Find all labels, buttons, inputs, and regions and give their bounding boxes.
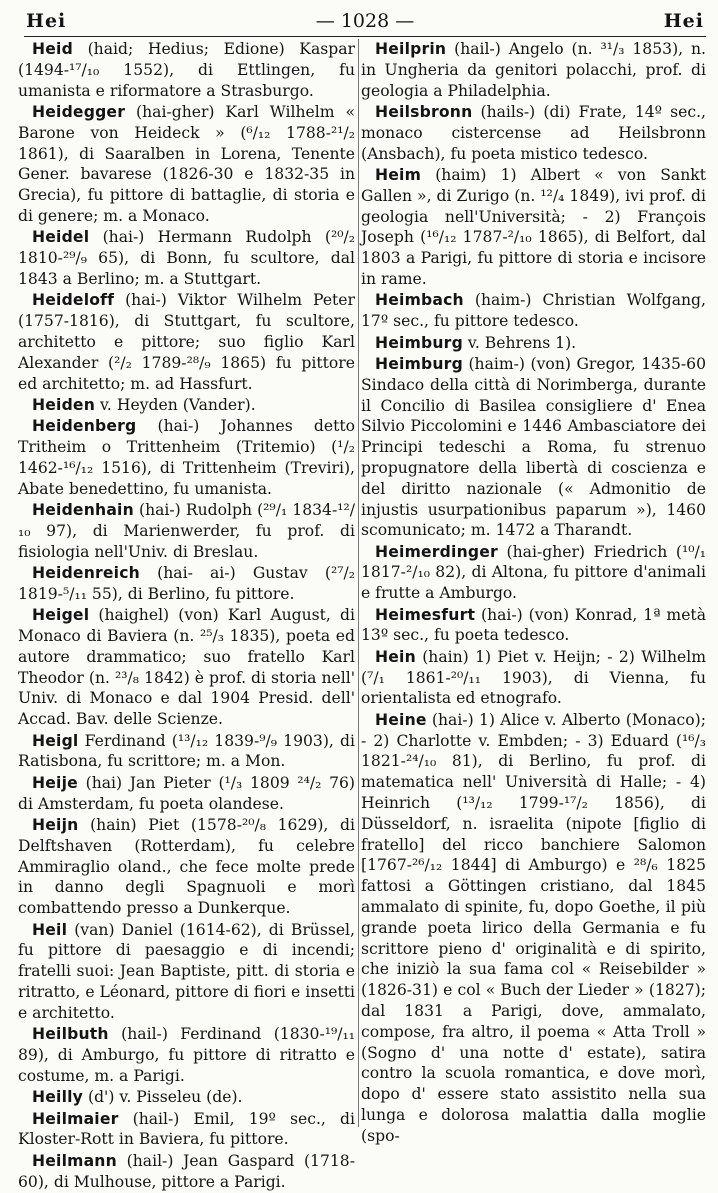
entry-headword: Heil (32, 920, 68, 939)
dictionary-entry (361, 102, 706, 164)
entry-text: (hai) Jan Pieter (¹/₃ 1809 ²⁴/₂ 76) di Amsterdam, fu poeta olandese. (18, 773, 355, 813)
page-number: — 1028 — (315, 10, 415, 32)
dictionary-entry (361, 710, 706, 1147)
dictionary-entry (361, 354, 706, 541)
entry-text: (hail-) Emil, 19º sec., di Kloster-Rott in Baviera, fu pittore. (18, 1109, 355, 1149)
entry-text: Ferdinand (¹³/₁₂ 1839-⁹/₉ 1903), di Ratisbona, fu scrittore; m. a Mon. (18, 731, 355, 771)
entry-headword: Heilbuth (32, 1025, 109, 1044)
dictionary-entry (18, 563, 355, 605)
dictionary-entry (361, 333, 706, 354)
entry-headword: Heidegger (32, 102, 126, 121)
entry-text: (d') v. Pisseleu (de). (83, 1088, 243, 1107)
entry-text: (hai-) (von) Konrad, 1ª metà 13º sec., fu poeta tedesco. (361, 605, 706, 645)
dictionary-entry (361, 290, 706, 332)
dictionary-entry (18, 605, 355, 730)
dictionary-entry (361, 39, 706, 101)
dictionary-entry (18, 500, 355, 562)
entry-text: (hail-) Ferdinand (1830-¹⁹/₁₁ 89), di Amburgo, fu pittore di ritratto e costume, m. a Parigi. (18, 1025, 355, 1085)
header-rule (24, 36, 706, 37)
entry-headword: Heilprin (375, 40, 447, 58)
header-right-word: Hei (663, 10, 704, 32)
entry-headword: Heidel (32, 228, 90, 247)
dictionary-entry (18, 39, 355, 101)
dictionary-entry (18, 102, 355, 227)
entry-text: (hai-gher) Karl Wilhelm « Barone von Heideck » (⁶/₁₂ 1788-²¹/₂ 1861), di Saaralben in Lorena, Tenente Gener. bavarese (1826-30 e 1832-35 in Grecia), fu pittore di battaglie, di storia e di genere; m. a Monaco. (18, 102, 355, 225)
entry-headword: Heideloff (32, 291, 115, 310)
dictionary-entry (18, 1024, 355, 1086)
entry-headword: Heije (32, 773, 78, 792)
dictionary-entry (18, 773, 355, 815)
header-left-word: Hei (26, 10, 67, 32)
entry-text: (hai-) Viktor Wilhelm Peter (1757-1816), di Stuttgart, fu scultore, architetto e pittore; suo figlio Karl Alexander (²/₂ 1789-²⁸/₉ 1865) fu pittore ed architetto; m. ad Hassfurt. (18, 291, 355, 393)
left-column (18, 39, 355, 1193)
column-divider (358, 39, 359, 1127)
entry-text: (hain) Piet (1578-²⁰/₈ 1629), di Delftshaven (Rotterdam), fu celebre Ammiraglio oland., che fece molte prede in danno degli Spagnuoli e morì combattendo presso a Dunkerque. (18, 816, 355, 918)
page-header (26, 6, 704, 36)
entry-headword: Heilmann (32, 1151, 117, 1170)
entry-text: (hai-) 1) Alice v. Alberto (Monaco); - 2) Charlotte v. Embden; - 3) Eduard (¹⁶/₃ 1821-²⁴/₁₀ 81), di Berlino, fu prof. di matematica nell' Università di Halle; - 4) Heinrich (¹³/₁₂ 1799-¹⁷/₂ 1856), di Düsseldorf, n. israelita (nipote [figlio di fratello] del ricco banchiere Salomon [1767-²⁶/₁₂ 1844] di Amburgo) e ²⁸/₆ 1825 fattosi a Göttingen cristiano, dal 1845 ammalato di spinite, fu, dopo Goethe, il più grande poeta lirico della Germania e fu scrittore pieno d' originalità e di spirito, che iniziò la sua fama col « Reisebilder » (1826-31) e col « Buch der Lieder » (1827); dal 1831 a Parigi, dove, ammalato, compose, fra altro, il poema « Atta Troll » (Sogno d' una notte d' estate), satira contro la scuola romantica, e dove morì, dopo d' essere stato assistito nella sua lunga e dolorosa malattia dalla moglie (spo- (361, 710, 706, 1145)
entry-text: (hai-gher) Friedrich (¹⁰/₁ 1817-²/₁₀ 82), di Altona, fu pittore d'animali e frutte a Amburgo. (361, 542, 706, 603)
entry-headword: Heimbach (375, 291, 464, 310)
entry-headword: Heilsbronn (375, 102, 473, 121)
entry-headword: Heigl (32, 731, 79, 750)
dictionary-entry (361, 542, 706, 604)
dictionary-entry (18, 731, 355, 773)
entry-text: (haim-) (von) Gregor, 1435-60 Sindaco della città di Norimberga, durante il Concilio di Basilea consigliere d' Enea Silvio Piccolomini e 1446 Ambasciatore dei Principi tedeschi a Roma, fu strenuo propugnatore della libertà di coscienza e del diritto nazionale (« Admonitio de injustis usurpationibus paparum »), 1460 scomunicato; m. 1472 a Tharandt. (361, 354, 706, 540)
entry-headword: Heimburg (375, 333, 463, 352)
dictionary-entry (361, 647, 706, 709)
dictionary-entry (18, 395, 355, 416)
dictionary-entry (18, 920, 355, 1024)
entry-text: (haighel) (von) Karl August, di Monaco di Baviera (n. ²⁵/₃ 1835), poeta ed autore drammatico; suo fratello Karl Theodor (n. ²³/₈ 1842) è prof. di storia nell' Univ. di Monaco e dal 1904 Presid. dell' Accad. Bav. delle Scienze. (18, 606, 355, 729)
dictionary-entry (18, 1151, 355, 1193)
entry-headword: Heiden (32, 395, 96, 414)
dictionary-entry (361, 605, 706, 647)
entry-text: (haim) 1) Albert « von Sankt Gallen », di Zurigo (n. ¹²/₄ 1849), ivi prof. di geologia nell'Università; - 2) François Joseph (¹⁶/₁₂ 1787-²/₁₀ 1865), di Belfort, dal 1803 a Parigi, fu pittore di storia e incisore in rame. (361, 165, 706, 288)
entry-headword: Heine (375, 710, 427, 729)
dictionary-entry (18, 1087, 355, 1108)
entry-headword: Hein (375, 647, 416, 666)
dictionary-entry (361, 165, 706, 290)
entry-text: (hail-) Jean Gaspard (1718-60), di Mulhouse, pittore a Parigi. (18, 1151, 355, 1191)
entry-headword: Heilly (32, 1088, 84, 1107)
entry-text: v. Heyden (Vander). (95, 395, 256, 414)
entry-headword: Heidenberg (32, 417, 137, 436)
entry-headword: Heijn (32, 816, 79, 835)
entry-headword: Heigel (32, 606, 90, 625)
entry-text: (hai-) Rudolph (²⁹/₁ 1834-¹²/₁₀ 97), di Marienwerder, fu prof. di fisiologia nell'Univ. di Breslau. (18, 501, 355, 561)
entry-headword: Heimburg (375, 354, 463, 373)
dictionary-entry (18, 416, 355, 499)
entry-headword: Heid (32, 40, 73, 58)
dictionary-entry (18, 290, 355, 394)
entry-headword: Heidenreich (32, 564, 140, 583)
entry-text: v. Behrens 1). (462, 333, 577, 352)
entry-headword: Heidenhain (32, 501, 134, 520)
entry-text: (hai-) Johannes detto Tritheim o Trittenheim (Tritemio) (¹/₂ 1462-¹⁶/₁₂ 1516), di Trittenheim (Treviri), Abate benedettino, fu umanista. (18, 417, 355, 498)
entry-text: (hai-) Hermann Rudolph (²⁰/₂ 1810-²⁹/₉ 65), di Bonn, fu scultore, dal 1843 a Berlino; m. a Stuttgart. (18, 228, 355, 288)
entry-headword: Heimerdinger (375, 542, 498, 561)
entry-text: (hails-) (di) Frate, 14º sec., monaco cistercense ad Heilsbronn (Ansbach), fu poeta mistico tedesco. (361, 102, 706, 163)
entry-headword: Heilmaier (32, 1109, 119, 1128)
entry-headword: Heim (375, 165, 422, 184)
entry-text: (hain) 1) Piet v. Heijn; - 2) Wilhelm (⁷/₁ 1861-²⁰/₁₁ 1903), di Vienna, fu orientalista ed etnografo. (361, 647, 706, 708)
entry-text: (haim-) Christian Wolfgang, 17º sec., fu pittore tedesco. (361, 291, 706, 331)
dictionary-entry (18, 227, 355, 289)
entry-text: (hai- ai-) Gustav (²⁷/₂ 1819-⁵/₁₁ 55), di Berlino, fu pittore. (18, 564, 355, 603)
right-column (361, 39, 706, 1147)
entry-text: (haid; Hedius; Edione) Kaspar (1494-¹⁷/₁₀ 1552), di Ettlingen, fu umanista e riformatore a Strasburgo. (18, 40, 355, 100)
dictionary-entry (18, 1109, 355, 1151)
dictionary-entry (18, 815, 355, 919)
entry-text: (hail-) Angelo (n. ³¹/₃ 1853), n. in Ungheria da genitori polacchi, prof. di geologia a Philadelphia. (361, 40, 706, 100)
entry-text: (van) Daniel (1614-62), di Brüssel, fu pittore di paesaggio e di incendi; fratelli suoi: Jean Baptiste, pitt. di storia e ritratto, e Léonard, pittore di fiori e insetti e architetto. (18, 920, 355, 1022)
entry-headword: Heimesfurt (375, 605, 476, 624)
